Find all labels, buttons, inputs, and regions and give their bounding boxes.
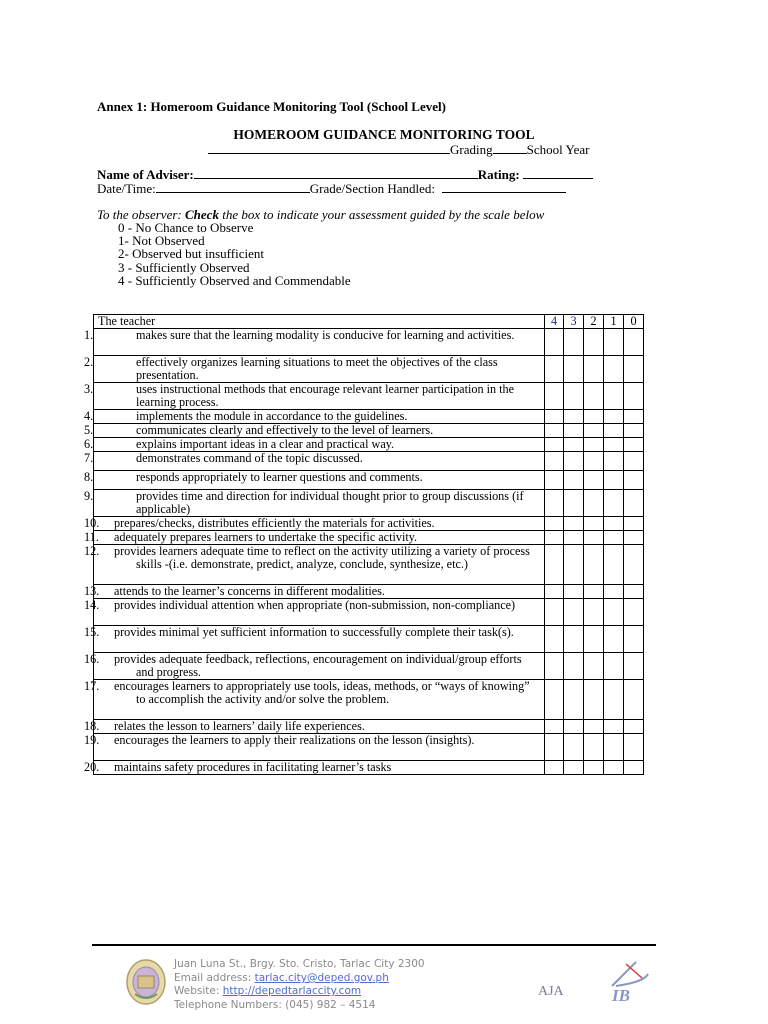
criterion-cell	[84, 451, 545, 471]
criterion-number: 6.	[84, 437, 94, 451]
rating-checkbox-3[interactable]	[564, 599, 584, 626]
rating-checkbox-4[interactable]	[545, 680, 564, 720]
rating-checkbox-2[interactable]	[584, 452, 604, 471]
rating-checkbox-1[interactable]	[604, 626, 624, 653]
criterion-number: 1.	[84, 328, 94, 342]
rating-checkbox-2[interactable]	[584, 424, 604, 438]
scale-item: 4 - Sufficiently Observed and Commendable	[118, 273, 351, 288]
table-row	[94, 383, 644, 410]
rating-checkbox-1[interactable]	[604, 329, 624, 356]
table-row	[94, 452, 644, 471]
criterion-text: provides time and direction for individual thought prior to group discussions (if applicable)	[136, 489, 524, 516]
rating-checkbox-4[interactable]	[545, 761, 564, 775]
rating-checkbox-4[interactable]	[545, 410, 564, 424]
rating-checkbox-1[interactable]	[604, 680, 624, 720]
rating-checkbox-2[interactable]	[584, 471, 604, 490]
monitoring-table	[84, 314, 644, 775]
criterion-cell	[84, 423, 545, 438]
criterion-cell	[84, 470, 545, 490]
criterion-text: demonstrates command of the topic discussed.	[136, 451, 363, 465]
criterion-text: adequately prepares learners to undertake the specific activity.	[114, 530, 418, 544]
rating-checkbox-1[interactable]	[604, 438, 624, 452]
criterion-cell: 13. attends to the learner’s concerns in different modalities.	[94, 585, 545, 599]
rating-checkbox-3[interactable]	[564, 438, 584, 452]
footer-address: Juan Luna St., Brgy. Sto. Cristo, Tarlac City 2300	[174, 958, 425, 970]
rating-checkbox-1[interactable]	[604, 545, 624, 585]
criterion-text: relates the lesson to learners’ daily life experiences.	[114, 719, 365, 733]
rating-checkbox-1[interactable]	[604, 471, 624, 490]
rating-checkbox-0[interactable]	[624, 626, 644, 653]
rating-checkbox-2[interactable]	[584, 585, 604, 599]
rating-checkbox-3[interactable]	[564, 626, 584, 653]
criterion-text: makes sure that the learning modality is conducive for learning and activities.	[136, 328, 515, 342]
scale-item: 1- Not Observed	[118, 233, 205, 248]
criterion-text: provides learners adequate time to reflect on the activity utilizing a variety of process skills -(i.e. demonstrate, predict, analyze, conclude, synthesize, etc.)	[114, 544, 530, 571]
deped-seal-logo	[125, 958, 167, 1006]
criterion-cell: 20. maintains safety procedures in facilitating learner’s tasks	[94, 761, 545, 775]
rating-checkbox-1[interactable]	[604, 585, 624, 599]
instruction-emphasis: Check	[185, 207, 219, 222]
rating-checkbox-0[interactable]	[624, 531, 644, 545]
rating-checkbox-0[interactable]	[624, 329, 644, 356]
rating-checkbox-4[interactable]	[545, 545, 564, 585]
header-teacher: The teacher	[94, 315, 545, 329]
instruction-suffix: the box to indicate your assessment guided by the scale below	[218, 207, 545, 222]
footer-initials: AJA	[538, 984, 564, 999]
scale-item: 3 - Sufficiently Observed	[118, 260, 250, 275]
criterion-text: prepares/checks, distributes efficiently the materials for activities.	[114, 516, 435, 530]
rating-checkbox-3[interactable]	[564, 329, 584, 356]
rating-checkbox-4[interactable]	[545, 490, 564, 517]
criterion-cell	[84, 489, 545, 517]
criterion-number: 2.	[84, 355, 94, 369]
scale-item: 0 - No Chance to Observe	[118, 220, 254, 235]
criterion-cell: 17. encourages learners to appropriately use tools, ideas, methods, or “ways of knowing” to accomplish the activity and/or solve the problem.	[94, 680, 545, 720]
school-year-label: School Year	[526, 142, 590, 157]
criterion-text: provides individual attention when appropriate (non-submission, non-compliance)	[114, 598, 516, 612]
table-row	[94, 585, 644, 599]
rating-checkbox-4[interactable]	[545, 653, 564, 680]
rating-checkbox-4[interactable]	[545, 356, 564, 383]
footer-email-label: Email address:	[174, 972, 255, 984]
rating-checkbox-4[interactable]	[545, 438, 564, 452]
table-row	[94, 720, 644, 734]
rating-checkbox-3[interactable]	[564, 490, 584, 517]
rating-checkbox-3[interactable]	[564, 761, 584, 775]
rating-checkbox-1[interactable]	[604, 761, 624, 775]
rating-checkbox-2[interactable]	[584, 761, 604, 775]
rating-checkbox-1[interactable]	[604, 517, 624, 531]
rating-checkbox-3[interactable]	[564, 517, 584, 531]
rating-checkbox-0[interactable]	[624, 438, 644, 452]
criterion-text: maintains safety procedures in facilitating learner’s tasks	[114, 760, 392, 774]
rating-checkbox-2[interactable]	[584, 720, 604, 734]
criterion-text: explains important ideas in a clear and practical way.	[136, 437, 395, 451]
rating-checkbox-0[interactable]	[624, 490, 644, 517]
table-row	[94, 329, 644, 356]
criterion-cell: 12. provides learners adequate time to reflect on the activity utilizing a variety of process skills -(i.e. demonstrate, predict, analyze, conclude, synthesize, etc.)	[94, 545, 545, 585]
page-title: HOMEROOM GUIDANCE MONITORING TOOL	[233, 127, 535, 142]
rating-checkbox-1[interactable]	[604, 653, 624, 680]
table-row	[94, 626, 644, 653]
rating-checkbox-3[interactable]	[564, 545, 584, 585]
rating-checkbox-4[interactable]	[545, 517, 564, 531]
table-row	[94, 438, 644, 452]
criterion-number: 7.	[84, 451, 94, 465]
criterion-text: communicates clearly and effectively to the level of learners.	[136, 423, 434, 437]
date-row	[97, 181, 566, 197]
criterion-cell	[84, 328, 545, 356]
table-row	[94, 761, 644, 775]
rating-checkbox-4[interactable]	[545, 471, 564, 490]
table-row	[94, 471, 644, 490]
rating-checkbox-2[interactable]	[584, 356, 604, 383]
criterion-cell	[84, 355, 545, 383]
criterion-text: uses instructional methods that encourage relevant learner participation in the learning process.	[136, 382, 515, 409]
table-row	[94, 490, 644, 517]
header-rating-3: 3	[564, 315, 584, 329]
rating-checkbox-0[interactable]	[624, 734, 644, 761]
criterion-text: provides minimal yet sufficient information to successfully complete their task(s).	[114, 625, 514, 639]
criterion-cell: 18. relates the lesson to learners’ daily life experiences.	[94, 720, 545, 734]
rating-checkbox-3[interactable]	[564, 653, 584, 680]
rating-checkbox-2[interactable]	[584, 599, 604, 626]
rating-blank[interactable]	[523, 167, 593, 179]
criterion-cell: 19. encourages the learners to apply their realizations on the lesson (insights).	[94, 734, 545, 761]
criterion-cell	[84, 437, 545, 452]
criterion-text: attends to the learner’s concerns in different modalities.	[114, 584, 385, 598]
criterion-number: 5.	[84, 423, 94, 437]
rating-checkbox-1[interactable]	[604, 452, 624, 471]
footer-phone: Telephone Numbers: (045) 982 – 4514	[174, 999, 376, 1011]
rating-checkbox-1[interactable]	[604, 734, 624, 761]
rating-checkbox-1[interactable]	[604, 531, 624, 545]
grading-line	[208, 142, 589, 158]
rating-checkbox-0[interactable]	[624, 720, 644, 734]
rating-checkbox-3[interactable]	[564, 452, 584, 471]
rating-checkbox-0[interactable]	[624, 471, 644, 490]
rating-checkbox-4[interactable]	[545, 626, 564, 653]
criterion-cell	[84, 409, 545, 424]
table-row	[94, 734, 644, 761]
table-row	[94, 653, 644, 680]
rating-checkbox-1[interactable]	[604, 410, 624, 424]
rating-checkbox-4[interactable]	[545, 720, 564, 734]
rating-checkbox-0[interactable]	[624, 452, 644, 471]
grade-section-label: Grade/Section Handled:	[309, 181, 436, 196]
adviser-blank[interactable]	[194, 167, 478, 179]
rating-checkbox-0[interactable]	[624, 410, 644, 424]
rating-checkbox-4[interactable]	[545, 452, 564, 471]
rating-checkbox-2[interactable]	[584, 383, 604, 410]
table-row	[94, 599, 644, 626]
rating-checkbox-1[interactable]	[604, 383, 624, 410]
table-row	[94, 517, 644, 531]
scale-item: 2- Observed but insufficient	[118, 246, 264, 261]
rating-checkbox-1[interactable]	[604, 490, 624, 517]
rating-checkbox-4[interactable]	[545, 734, 564, 761]
rating-checkbox-4[interactable]	[545, 585, 564, 599]
rating-checkbox-0[interactable]	[624, 545, 644, 585]
header-rating-4: 4	[545, 315, 564, 329]
footer-website-link[interactable]: http://depedtarlaccity.com	[222, 985, 362, 997]
rating-checkbox-2[interactable]	[584, 329, 604, 356]
footer-divider	[92, 944, 656, 946]
rating-checkbox-4[interactable]	[545, 531, 564, 545]
rating-checkbox-2[interactable]	[584, 653, 604, 680]
rating-checkbox-1[interactable]	[604, 356, 624, 383]
adviser-label: Name of Adviser:	[97, 167, 194, 182]
criterion-text: encourages learners to appropriately use tools, ideas, methods, or “ways of knowing” to accomplish the activity and/or solve the problem.	[114, 679, 530, 706]
table-row	[94, 424, 644, 438]
rating-checkbox-0[interactable]	[624, 599, 644, 626]
rating-checkbox-2[interactable]	[584, 410, 604, 424]
rating-checkbox-3[interactable]	[564, 585, 584, 599]
grading-blank[interactable]	[493, 142, 527, 154]
rating-checkbox-0[interactable]	[624, 424, 644, 438]
criterion-text: implements the module in accordance to the guidelines.	[136, 409, 408, 423]
criterion-text: effectively organizes learning situations to meet the objectives of the class presentation.	[136, 355, 498, 382]
rating-checkbox-3[interactable]	[564, 531, 584, 545]
rating-checkbox-2[interactable]	[584, 545, 604, 585]
rating-checkbox-2[interactable]	[584, 517, 604, 531]
footer-website-label: Website:	[174, 985, 223, 997]
table-header-row	[94, 315, 644, 329]
rating-checkbox-0[interactable]	[624, 356, 644, 383]
instruction-prefix: To the observer:	[97, 207, 185, 222]
rating-checkbox-3[interactable]	[564, 720, 584, 734]
criterion-cell: 10. prepares/checks, distributes efficiently the materials for activities.	[94, 517, 545, 531]
rating-checkbox-3[interactable]	[564, 680, 584, 720]
annex-title: Annex 1: Homeroom Guidance Monitoring Tool (School Level)	[97, 99, 446, 114]
rating-checkbox-0[interactable]	[624, 680, 644, 720]
table-row	[94, 410, 644, 424]
datetime-label: Date/Time:	[97, 181, 156, 196]
table-row	[94, 356, 644, 383]
rating-checkbox-0[interactable]	[624, 517, 644, 531]
rating-checkbox-2[interactable]	[584, 490, 604, 517]
rating-checkbox-3[interactable]	[564, 471, 584, 490]
rating-checkbox-0[interactable]	[624, 585, 644, 599]
rating-checkbox-2[interactable]	[584, 531, 604, 545]
monitoring-table-body	[84, 314, 644, 775]
criterion-cell: 16. provides adequate feedback, reflections, encouragement on individual/group efforts and progress.	[94, 653, 545, 680]
rating-checkbox-4[interactable]	[545, 383, 564, 410]
datetime-blank[interactable]	[156, 181, 310, 193]
footer-email-row	[174, 972, 389, 984]
rating-label: Rating:	[477, 167, 520, 182]
rating-checkbox-3[interactable]	[564, 383, 584, 410]
criterion-number: 8.	[84, 470, 94, 484]
header-rating-0: 0	[624, 315, 644, 329]
rating-checkbox-3[interactable]	[564, 356, 584, 383]
table-row	[94, 680, 644, 720]
rating-checkbox-0[interactable]	[624, 761, 644, 775]
rating-checkbox-2[interactable]	[584, 680, 604, 720]
criterion-number: 9.	[84, 489, 94, 503]
rating-checkbox-3[interactable]	[564, 734, 584, 761]
rating-checkbox-4[interactable]	[545, 599, 564, 626]
rating-checkbox-3[interactable]	[564, 424, 584, 438]
rating-checkbox-2[interactable]	[584, 438, 604, 452]
rating-checkbox-4[interactable]	[545, 424, 564, 438]
footer-website-row	[174, 985, 361, 997]
criterion-text: encourages the learners to apply their realizations on the lesson (insights).	[114, 733, 475, 747]
footer-email-link[interactable]: tarlac.city@deped.gov.ph	[254, 972, 389, 984]
header-rating-1: 1	[604, 315, 624, 329]
table-row	[94, 545, 644, 585]
header-rating-2: 2	[584, 315, 604, 329]
criterion-text: responds appropriately to learner questions and comments.	[136, 470, 423, 484]
rating-checkbox-4[interactable]	[545, 329, 564, 356]
office-logo	[606, 956, 652, 1004]
rating-checkbox-0[interactable]	[624, 653, 644, 680]
grading-label: Grading	[450, 142, 493, 157]
rating-checkbox-2[interactable]	[584, 626, 604, 653]
table-row	[94, 531, 644, 545]
svg-text:IB: IB	[612, 986, 630, 1004]
criterion-number: 3.	[84, 382, 94, 396]
criterion-cell: 15. provides minimal yet sufficient information to successfully complete their task(s).	[94, 626, 545, 653]
criterion-cell: 11. adequately prepares learners to undertake the specific activity.	[94, 531, 545, 545]
rating-checkbox-2[interactable]	[584, 734, 604, 761]
rating-checkbox-1[interactable]	[604, 599, 624, 626]
criterion-number: 4.	[84, 409, 94, 423]
rating-checkbox-1[interactable]	[604, 720, 624, 734]
criterion-text: provides adequate feedback, reflections, encouragement on individual/group efforts and progress.	[114, 652, 522, 679]
grade-section-blank[interactable]	[442, 181, 566, 193]
criterion-cell: 14. provides individual attention when appropriate (non-submission, non-compliance)	[94, 599, 545, 626]
criterion-cell	[84, 382, 545, 410]
rating-checkbox-0[interactable]	[624, 383, 644, 410]
school-name-blank[interactable]	[208, 142, 450, 154]
rating-checkbox-1[interactable]	[604, 424, 624, 438]
rating-checkbox-3[interactable]	[564, 410, 584, 424]
